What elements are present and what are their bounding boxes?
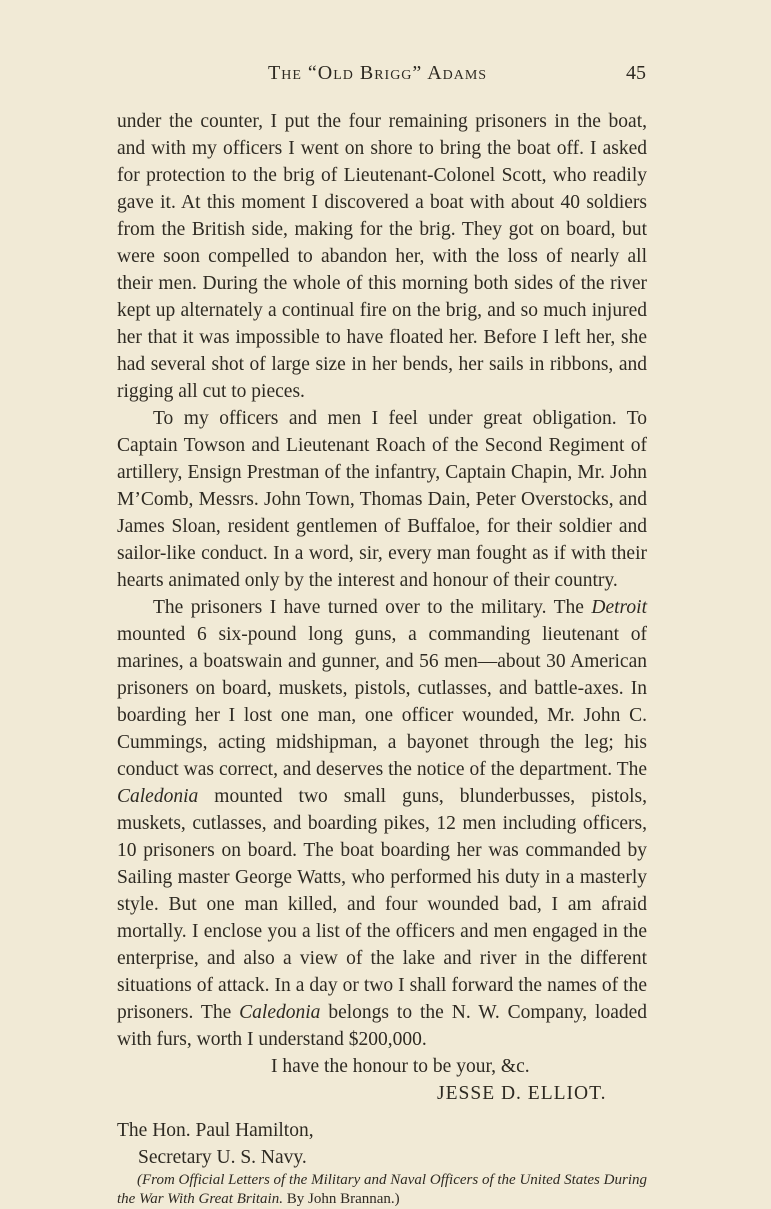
ship-name-detroit: Detroit bbox=[591, 597, 647, 618]
ship-name-caledonia: Caledonia bbox=[117, 786, 199, 807]
closing-line: I have the honour to be your, &c. bbox=[271, 1056, 530, 1077]
paragraph-2: To my officers and men I feel under great obligation. To Captain Towson and Lieutenant Roach of the Second Regiment of artillery, Ensign Prestman of the infantry, Captain Chapin, Mr. John M’Comb, Messrs. John Town, Thomas Dain, Peter Overstocks, and James Sloan, resident gentlemen of Buffaloe, for their soldier and sailor-like conduct. In a word, sir, every man fought as if with their hearts animated only by the interest and honour of their country. bbox=[117, 408, 647, 591]
letter-body bbox=[117, 108, 647, 1209]
paragraph-1: under the counter, I put the four remaining prisoners in the boat, and with my officers I went on shore to bring the boat off. I asked for protection to the brig of Lieutenant-Colonel Scott, who readily gave it. At this moment I discovered a boat with about 40 soldiers from the British side, making for the brig. They got on board, but were soon compelled to abandon her, with the loss of nearly all their men. During the whole of this morning both sides of the river kept up alternately a continual fire on the brig, and so much injured her that it was impossible to have floated her. Before I left her, she had several shot of large size in her bends, her sails in ribbons, and rigging all cut to pieces. bbox=[117, 111, 647, 402]
addressee-name: The Hon. Paul Hamilton, bbox=[117, 1120, 314, 1141]
signature: JESSE D. ELLIOT. bbox=[437, 1083, 607, 1104]
addressee-title: Secretary U. S. Navy. bbox=[138, 1147, 307, 1168]
page-header bbox=[0, 62, 771, 88]
running-title: The “Old Brigg” Adams bbox=[268, 62, 488, 84]
source-citation: (From Official Letters of the Military and Naval Officers of the United States During the War With Great Britain. By John Brannan.) bbox=[117, 1172, 647, 1207]
page-number: 45 bbox=[626, 62, 646, 84]
paragraph-3: The prisoners I have turned over to the military. The Detroit mounted 6 six-pound long guns, a commanding lieutenant of marines, a boatswain and gunner, and 56 men—about 30 American prisoners on board, muskets, pistols, cutlasses, and battle-axes. In boarding her I lost one man, one officer wounded, Mr. John C. Cummings, acting midshipman, a bayonet through the leg; his conduct was correct, and deserves the notice of the department. The Caledonia mounted two small guns, blunderbusses, pistols, muskets, cutlasses, and boarding pikes, 12 men including officers, 10 prisoners on board. The boat boarding her was commanded by Sailing master George Watts, who performed his duty in a masterly style. But one man killed, and four wounded bad, I am afraid mortally. I enclose you a list of the officers and men engaged in the enterprise, and also a view of the lake and river in the different situations of attack. In a day or two I shall forward the names of the prisoners. The Caledonia belongs to the N. W. Company, loaded with furs, worth I understand $200,000. bbox=[117, 597, 648, 1050]
addressee-block bbox=[117, 1117, 647, 1171]
ship-name-caledonia-2: Caledonia bbox=[239, 1002, 321, 1023]
